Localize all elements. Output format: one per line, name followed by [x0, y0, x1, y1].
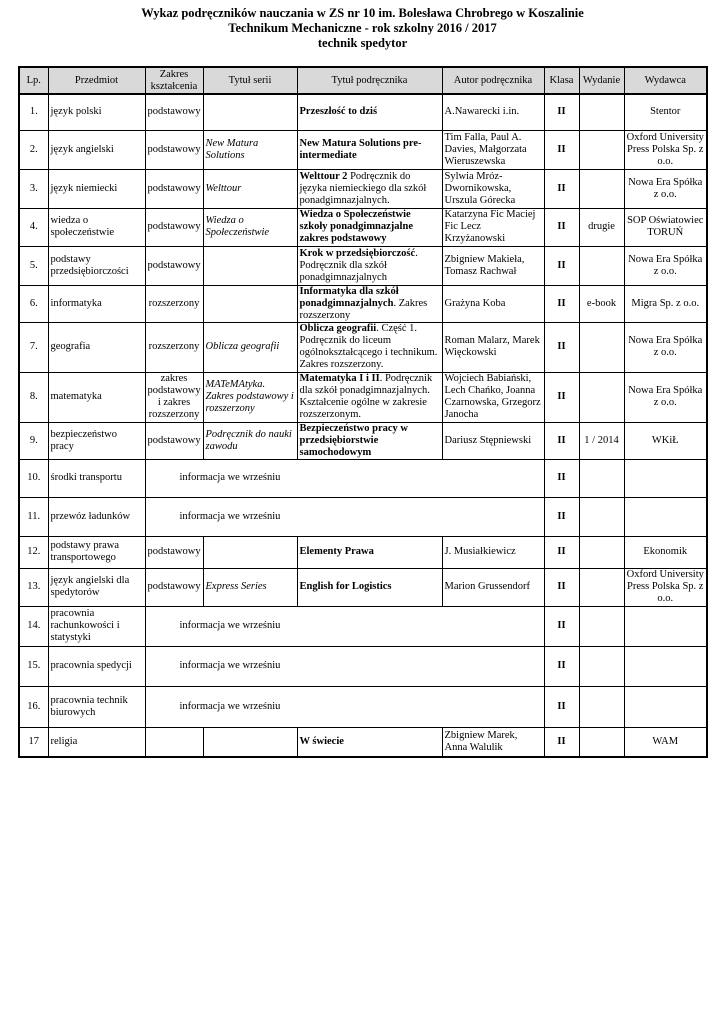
- row-publisher: Migra Sp. z o.o.: [624, 285, 707, 322]
- row-edition: drugie: [579, 208, 624, 246]
- row-class: II: [544, 246, 579, 285]
- row-class: II: [544, 208, 579, 246]
- row-title-bold: Wiedza o Społeczeństwie szkoły ponadgimnazjalne zakres podstawowy: [299, 209, 413, 244]
- col-header-author: Autor podręcznika: [442, 67, 544, 94]
- col-header-scope: Zakres kształcenia: [145, 67, 203, 94]
- document-profile: technik spedytor: [317, 36, 408, 50]
- row-class: II: [544, 372, 579, 422]
- row-subject: pracownia rachunkowości i statystyki: [48, 606, 145, 646]
- document-title: Wykaz podręczników nauczania w ZS nr 10 im. Bolesława Chrobrego w Koszalinie: [141, 6, 584, 20]
- row-subject: język angielski: [48, 130, 145, 169]
- row-subject: pracownia spedycji: [48, 646, 145, 686]
- row-subject: geografia: [48, 322, 145, 372]
- row-series: Wiedza o Społeczeństwie: [203, 208, 297, 246]
- row-author: Zbigniew Makieła, Tomasz Rachwał: [442, 246, 544, 285]
- row-subject: religia: [48, 727, 145, 757]
- row-info: informacja we wrześniu: [145, 686, 544, 727]
- row-empty: [579, 497, 624, 536]
- row-lp: 8.: [19, 372, 48, 422]
- table-row: [19, 686, 707, 727]
- row-series: [203, 94, 297, 130]
- row-empty: [579, 606, 624, 646]
- row-subject: przewóz ładunków: [48, 497, 145, 536]
- row-lp: 13.: [19, 568, 48, 606]
- row-info: informacja we wrześniu: [145, 459, 544, 497]
- row-title-bold: Bezpieczeństwo pracy w przedsiębiorstwie samochodowym: [299, 422, 408, 458]
- row-author: Wojciech Babiański, Lech Chańko, Joanna Czarnowska, Grzegorz Janocha: [442, 372, 544, 422]
- row-title-bold: English for Logistics: [299, 581, 392, 592]
- row-class: II: [544, 646, 579, 686]
- row-title: [297, 94, 442, 130]
- row-empty: [579, 459, 624, 497]
- row-edition: 1 / 2014: [579, 422, 624, 459]
- row-info: informacja we wrześniu: [145, 497, 544, 536]
- row-series: Welttour: [203, 169, 297, 208]
- table-row: [19, 372, 707, 422]
- row-class: II: [544, 322, 579, 372]
- row-empty: [624, 459, 707, 497]
- row-subject: podstawy prawa transportowego: [48, 536, 145, 568]
- row-publisher: Nowa Era Spółka z o.o.: [624, 169, 707, 208]
- row-scope: [145, 727, 203, 757]
- row-title: [297, 285, 442, 322]
- row-title-rest: . Część 1. Podręcznik do liceum ogólnokształcącego i technikum. Zakres rozszerzony.: [299, 323, 438, 370]
- row-lp: 15.: [19, 646, 48, 686]
- row-subject: wiedza o społeczeństwie: [48, 208, 145, 246]
- row-subject: bezpieczeństwo pracy: [48, 422, 145, 459]
- row-class: II: [544, 130, 579, 169]
- row-class: II: [544, 568, 579, 606]
- row-scope: rozszerzony: [145, 285, 203, 322]
- row-subject: pracownia technik biurowych: [48, 686, 145, 727]
- row-edition: [579, 372, 624, 422]
- col-header-subject: Przedmiot: [48, 67, 145, 94]
- row-title-bold: Krok w przedsiębiorczość: [299, 247, 416, 259]
- col-header-series: Tytuł serii: [203, 67, 297, 94]
- col-header-title: Tytuł podręcznika: [297, 67, 442, 94]
- row-edition: [579, 94, 624, 130]
- row-lp: 9.: [19, 422, 48, 459]
- row-title-bold: New Matura Solutions pre-intermediate: [299, 137, 422, 161]
- row-publisher: Nowa Era Spółka z o.o.: [624, 372, 707, 422]
- table-row: [19, 130, 707, 169]
- row-author: A.Nawarecki i.in.: [442, 94, 544, 130]
- row-publisher: WKiŁ: [624, 422, 707, 459]
- row-lp: 17: [19, 727, 48, 757]
- row-lp: 14.: [19, 606, 48, 646]
- row-scope: podstawowy: [145, 246, 203, 285]
- row-lp: 11.: [19, 497, 48, 536]
- table-row: [19, 536, 707, 568]
- row-author: Zbigniew Marek, Anna Walulik: [442, 727, 544, 757]
- row-subject: matematyka: [48, 372, 145, 422]
- col-header-lp: Lp.: [19, 67, 48, 94]
- row-lp: 12.: [19, 536, 48, 568]
- table-row: [19, 568, 707, 606]
- textbook-table: [18, 66, 708, 758]
- row-publisher: Oxford University Press Polska Sp. z o.o.: [624, 568, 707, 606]
- row-author: Grażyna Koba: [442, 285, 544, 322]
- row-title: [297, 130, 442, 169]
- table-header-row: [19, 67, 707, 94]
- row-empty: [624, 646, 707, 686]
- row-empty: [579, 646, 624, 686]
- row-title-rest: . Podręcznik dla szkół ponadgimnazjalnych. Kształcenie ogólne w zakresie rozszerzonym.: [299, 373, 433, 420]
- row-title-bold: Welttour 2: [299, 170, 348, 182]
- row-title-bold: Informatyka dla szkół ponadgimnazjalnych: [299, 285, 399, 309]
- row-scope: podstawowy: [145, 169, 203, 208]
- row-class: II: [544, 686, 579, 727]
- row-author: Marion Grussendorf: [442, 568, 544, 606]
- row-title: [297, 568, 442, 606]
- col-header-edition: Wydanie: [579, 67, 624, 94]
- row-lp: 3.: [19, 169, 48, 208]
- row-lp: 16.: [19, 686, 48, 727]
- row-class: II: [544, 497, 579, 536]
- row-series: [203, 285, 297, 322]
- table-row: [19, 606, 707, 646]
- row-title: [297, 322, 442, 372]
- row-author: Tim Falla, Paul A. Davies, Małgorzata Wieruszewska: [442, 130, 544, 169]
- table-row: [19, 94, 707, 130]
- row-empty: [579, 686, 624, 727]
- row-title: [297, 246, 442, 285]
- row-series: [203, 246, 297, 285]
- row-title-bold: Matematyka I i II: [299, 373, 380, 384]
- table-row: [19, 497, 707, 536]
- row-scope: podstawowy: [145, 536, 203, 568]
- row-class: II: [544, 422, 579, 459]
- row-empty: [624, 686, 707, 727]
- document-subtitle: Technikum Mechaniczne - rok szkolny 2016 / 2017: [228, 21, 497, 35]
- row-title-bold: Oblicza geografii: [299, 323, 377, 334]
- row-class: II: [544, 285, 579, 322]
- row-scope: podstawowy: [145, 208, 203, 246]
- row-subject: język niemiecki: [48, 169, 145, 208]
- row-publisher: Nowa Era Spółka z o.o.: [624, 246, 707, 285]
- row-edition: [579, 322, 624, 372]
- row-edition: [579, 130, 624, 169]
- row-lp: 7.: [19, 322, 48, 372]
- row-title: [297, 536, 442, 568]
- col-header-class: Klasa: [544, 67, 579, 94]
- row-series: Podręcznik do nauki zawodu: [203, 422, 297, 459]
- row-title-bold: Elementy Prawa: [299, 546, 374, 557]
- row-lp: 4.: [19, 208, 48, 246]
- row-title: [297, 372, 442, 422]
- row-edition: [579, 536, 624, 568]
- row-class: II: [544, 606, 579, 646]
- row-title: [297, 208, 442, 246]
- row-publisher: SOP Oświatowiec TORUŃ: [624, 208, 707, 246]
- row-scope: podstawowy: [145, 94, 203, 130]
- table-row: [19, 646, 707, 686]
- table-row: [19, 285, 707, 322]
- row-title-rest: . Podręcznik dla szkół ponadgimnazjalnych: [299, 247, 418, 283]
- row-author: J. Musiałkiewicz: [442, 536, 544, 568]
- row-title: [297, 422, 442, 459]
- row-title: [297, 169, 442, 208]
- row-subject: środki transportu: [48, 459, 145, 497]
- table-row: [19, 322, 707, 372]
- row-title-rest: Podręcznik do języka niemieckiego dla szkół ponadgimnazjalnych.: [299, 170, 427, 206]
- row-publisher: Stentor: [624, 94, 707, 130]
- row-subject: język polski: [48, 94, 145, 130]
- row-class: II: [544, 169, 579, 208]
- row-publisher: Ekonomik: [624, 536, 707, 568]
- row-series: Express Series: [203, 568, 297, 606]
- row-author: Katarzyna Fic Maciej Fic Lecz Krzyżanowski: [442, 208, 544, 246]
- row-class: II: [544, 536, 579, 568]
- row-lp: 6.: [19, 285, 48, 322]
- row-edition: [579, 568, 624, 606]
- row-series: [203, 727, 297, 757]
- table-row: [19, 727, 707, 757]
- row-subject: podstawy przedsiębiorczości: [48, 246, 145, 285]
- row-lp: 10.: [19, 459, 48, 497]
- row-series: Oblicza geografii: [203, 322, 297, 372]
- row-scope: zakres podstawowy i zakres rozszerzony: [145, 372, 203, 422]
- row-publisher: WAM: [624, 727, 707, 757]
- row-empty: [624, 606, 707, 646]
- row-subject: język angielski dla spedytorów: [48, 568, 145, 606]
- row-scope: podstawowy: [145, 130, 203, 169]
- row-edition: [579, 246, 624, 285]
- row-class: II: [544, 459, 579, 497]
- table-row: [19, 169, 707, 208]
- row-edition: [579, 727, 624, 757]
- row-info: informacja we wrześniu: [145, 646, 544, 686]
- row-publisher: Nowa Era Spółka z o.o.: [624, 322, 707, 372]
- row-scope: podstawowy: [145, 568, 203, 606]
- row-scope: rozszerzony: [145, 322, 203, 372]
- row-subject: informatyka: [48, 285, 145, 322]
- row-empty: [624, 497, 707, 536]
- row-lp: 1.: [19, 94, 48, 130]
- table-row: [19, 246, 707, 285]
- row-title-bold: W świecie: [299, 735, 344, 747]
- table-row: [19, 422, 707, 459]
- row-class: II: [544, 94, 579, 130]
- row-series: [203, 536, 297, 568]
- row-scope: podstawowy: [145, 422, 203, 459]
- row-author: Roman Malarz, Marek Więckowski: [442, 322, 544, 372]
- row-title-rest: . Zakres rozszerzony: [299, 297, 428, 321]
- row-publisher: Oxford University Press Polska Sp. z o.o.: [624, 130, 707, 169]
- row-series: MATeMAtyka. Zakres podstawowy i rozszerzony: [203, 372, 297, 422]
- table-row: [19, 459, 707, 497]
- row-author: Dariusz Stępniewski: [442, 422, 544, 459]
- row-author: Sylwia Mróz-Dwornikowska, Urszula Górecka: [442, 169, 544, 208]
- row-edition: [579, 169, 624, 208]
- row-lp: 5.: [19, 246, 48, 285]
- row-lp: 2.: [19, 130, 48, 169]
- table-row: [19, 208, 707, 246]
- col-header-publisher: Wydawca: [624, 67, 707, 94]
- row-title: [297, 727, 442, 757]
- row-info: informacja we wrześniu: [145, 606, 544, 646]
- row-series: New Matura Solutions: [203, 130, 297, 169]
- row-class: II: [544, 727, 579, 757]
- row-edition: e-book: [579, 285, 624, 322]
- row-title-bold: Przeszłość to dziś: [299, 106, 378, 118]
